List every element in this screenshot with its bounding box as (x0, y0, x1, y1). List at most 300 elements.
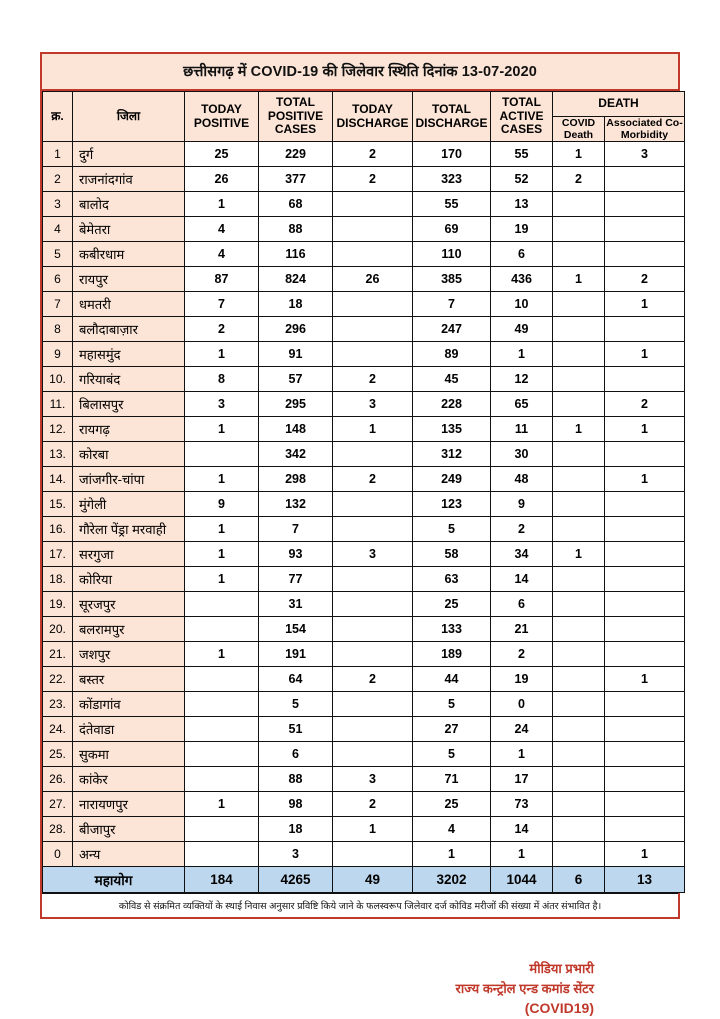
row-today-positive: 1 (185, 342, 259, 367)
header-row-1 (43, 92, 685, 117)
row-total-discharge: 1 (413, 842, 491, 867)
row-serial: 23. (43, 692, 73, 717)
header-sn: क्र. (43, 92, 73, 142)
row-total-discharge: 249 (413, 467, 491, 492)
row-covid-death (553, 592, 605, 617)
row-today-positive: 26 (185, 167, 259, 192)
row-co-morbidity (605, 742, 685, 767)
row-total-discharge: 110 (413, 242, 491, 267)
row-covid-death: 1 (553, 417, 605, 442)
row-total-discharge: 170 (413, 142, 491, 167)
row-total-active: 6 (491, 242, 553, 267)
table-row (43, 667, 685, 692)
row-total-active: 48 (491, 467, 553, 492)
row-co-morbidity (605, 317, 685, 342)
row-today-discharge (333, 442, 413, 467)
row-covid-death (553, 692, 605, 717)
row-covid-death (553, 467, 605, 492)
row-total-positive: 148 (259, 417, 333, 442)
row-total-discharge: 45 (413, 367, 491, 392)
row-district: जशपुर (73, 642, 185, 667)
row-serial: 4 (43, 217, 73, 242)
row-co-morbidity (605, 767, 685, 792)
row-total-positive: 377 (259, 167, 333, 192)
table-row (43, 292, 685, 317)
row-covid-death (553, 642, 605, 667)
row-district: बलौदाबाज़ार (73, 317, 185, 342)
row-co-morbidity: 1 (605, 292, 685, 317)
row-today-positive (185, 817, 259, 842)
row-today-discharge: 1 (333, 417, 413, 442)
row-serial: 8 (43, 317, 73, 342)
row-total-positive: 31 (259, 592, 333, 617)
table-row (43, 717, 685, 742)
row-district: कांकेर (73, 767, 185, 792)
row-serial: 26. (43, 767, 73, 792)
row-district: महासमुंद (73, 342, 185, 367)
row-covid-death (553, 842, 605, 867)
row-total-positive: 51 (259, 717, 333, 742)
row-serial: 14. (43, 467, 73, 492)
row-covid-death: 2 (553, 167, 605, 192)
row-today-positive (185, 767, 259, 792)
row-covid-death (553, 392, 605, 417)
row-total-positive: 77 (259, 567, 333, 592)
row-today-positive: 1 (185, 542, 259, 567)
header-total-positive-cases: TOTAL POSITIVE CASES (259, 92, 333, 142)
table-row (43, 567, 685, 592)
row-covid-death (553, 442, 605, 467)
header-total-discharge: TOTAL DISCHARGE (413, 92, 491, 142)
row-serial: 12. (43, 417, 73, 442)
row-district: राजनांदगांव (73, 167, 185, 192)
signature-line-3: (COVID19) (524, 1000, 594, 1017)
row-co-morbidity (605, 717, 685, 742)
row-total-active: 1 (491, 842, 553, 867)
row-total-discharge: 189 (413, 642, 491, 667)
table-row (43, 742, 685, 767)
row-today-positive (185, 617, 259, 642)
row-total-active: 21 (491, 617, 553, 642)
row-total-positive: 68 (259, 192, 333, 217)
page-title: छत्तीसगढ़ में COVID-19 की जिलेवार स्थिति दिनांक 13-07-2020 (42, 54, 678, 91)
total-today-discharge: 49 (333, 867, 413, 893)
row-today-discharge (333, 617, 413, 642)
header-associated-comorbidity: Associated Co-Morbidity (606, 117, 683, 142)
row-serial: 16. (43, 517, 73, 542)
row-serial: 10. (43, 367, 73, 392)
row-district: नारायणपुर (73, 792, 185, 817)
row-today-positive: 4 (185, 217, 259, 242)
row-district: अन्य (73, 842, 185, 867)
row-co-morbidity (605, 542, 685, 567)
row-total-positive: 132 (259, 492, 333, 517)
row-today-positive: 1 (185, 517, 259, 542)
row-today-discharge (333, 292, 413, 317)
row-co-morbidity: 1 (605, 342, 685, 367)
row-total-active: 12 (491, 367, 553, 392)
table-row (43, 542, 685, 567)
row-covid-death (553, 342, 605, 367)
row-total-discharge: 323 (413, 167, 491, 192)
row-total-active: 24 (491, 717, 553, 742)
row-district: बस्तर (73, 667, 185, 692)
row-covid-death (553, 667, 605, 692)
signature-block (40, 959, 680, 1019)
row-total-discharge: 25 (413, 592, 491, 617)
row-total-positive: 88 (259, 217, 333, 242)
row-today-discharge (333, 217, 413, 242)
row-total-active: 52 (491, 167, 553, 192)
total-total-active: 1044 (491, 867, 553, 893)
table-row (43, 642, 685, 667)
header-covid-death: COVID Death (553, 117, 605, 142)
row-total-active: 11 (491, 417, 553, 442)
table-row (43, 617, 685, 642)
row-covid-death: 1 (553, 142, 605, 167)
row-total-positive: 824 (259, 267, 333, 292)
row-total-active: 14 (491, 567, 553, 592)
row-total-positive: 295 (259, 392, 333, 417)
row-district: बलरामपुर (73, 617, 185, 642)
row-covid-death (553, 617, 605, 642)
row-total-active: 34 (491, 542, 553, 567)
row-today-discharge (333, 342, 413, 367)
row-serial: 18. (43, 567, 73, 592)
row-co-morbidity (605, 617, 685, 642)
table-row (43, 342, 685, 367)
row-total-discharge: 89 (413, 342, 491, 367)
row-co-morbidity (605, 642, 685, 667)
row-today-positive: 1 (185, 417, 259, 442)
row-today-discharge (333, 567, 413, 592)
row-today-positive: 1 (185, 467, 259, 492)
row-today-discharge: 3 (333, 542, 413, 567)
row-serial: 5 (43, 242, 73, 267)
row-today-positive: 9 (185, 492, 259, 517)
row-total-active: 2 (491, 517, 553, 542)
table-body (43, 142, 685, 893)
row-covid-death (553, 517, 605, 542)
row-today-positive (185, 742, 259, 767)
row-district: दुर्ग (73, 142, 185, 167)
row-co-morbidity (605, 367, 685, 392)
row-serial: 11. (43, 392, 73, 417)
row-co-morbidity (605, 817, 685, 842)
row-today-positive (185, 592, 259, 617)
row-serial: 6 (43, 267, 73, 292)
row-today-discharge: 3 (333, 392, 413, 417)
row-today-positive: 7 (185, 292, 259, 317)
row-total-active: 55 (491, 142, 553, 167)
row-total-discharge: 135 (413, 417, 491, 442)
row-total-discharge: 312 (413, 442, 491, 467)
row-serial: 22. (43, 667, 73, 692)
row-total-discharge: 123 (413, 492, 491, 517)
row-co-morbidity (605, 567, 685, 592)
row-covid-death (553, 217, 605, 242)
row-serial: 1 (43, 142, 73, 167)
row-serial: 9 (43, 342, 73, 367)
row-today-positive: 4 (185, 242, 259, 267)
row-district: कोंडागांव (73, 692, 185, 717)
row-today-discharge (333, 242, 413, 267)
row-co-morbidity: 1 (605, 467, 685, 492)
row-total-discharge: 385 (413, 267, 491, 292)
row-serial: 24. (43, 717, 73, 742)
row-total-discharge: 5 (413, 742, 491, 767)
row-covid-death (553, 292, 605, 317)
row-total-discharge: 133 (413, 617, 491, 642)
row-total-positive: 88 (259, 767, 333, 792)
row-district: रायगढ़ (73, 417, 185, 442)
row-district: गौरेला पेंड्रा मरवाही (73, 517, 185, 542)
table-row (43, 492, 685, 517)
row-today-positive: 1 (185, 792, 259, 817)
row-total-positive: 298 (259, 467, 333, 492)
row-co-morbidity: 1 (605, 842, 685, 867)
row-district: धमतरी (73, 292, 185, 317)
row-total-active: 10 (491, 292, 553, 317)
table-row (43, 817, 685, 842)
row-total-active: 6 (491, 592, 553, 617)
row-today-discharge (333, 317, 413, 342)
row-today-discharge (333, 717, 413, 742)
row-today-positive: 87 (185, 267, 259, 292)
row-co-morbidity (605, 792, 685, 817)
row-today-discharge (333, 742, 413, 767)
table-row (43, 392, 685, 417)
table-row (43, 442, 685, 467)
header-today-discharge: TODAY DISCHARGE (333, 92, 413, 142)
row-today-discharge: 2 (333, 667, 413, 692)
total-today-positive: 184 (185, 867, 259, 893)
row-total-positive: 64 (259, 667, 333, 692)
row-today-positive: 25 (185, 142, 259, 167)
row-district: कोरिया (73, 567, 185, 592)
row-total-active: 1 (491, 342, 553, 367)
row-district: जांजगीर-चांपा (73, 467, 185, 492)
table-row (43, 692, 685, 717)
row-today-discharge (333, 517, 413, 542)
row-district: गरियाबंद (73, 367, 185, 392)
row-today-positive: 3 (185, 392, 259, 417)
row-today-positive (185, 842, 259, 867)
table-row (43, 167, 685, 192)
row-total-positive: 154 (259, 617, 333, 642)
row-co-morbidity (605, 217, 685, 242)
row-today-discharge: 1 (333, 817, 413, 842)
row-serial: 13. (43, 442, 73, 467)
row-today-positive: 1 (185, 642, 259, 667)
row-serial: 28. (43, 817, 73, 842)
row-total-positive: 296 (259, 317, 333, 342)
row-co-morbidity: 1 (605, 417, 685, 442)
row-co-morbidity (605, 442, 685, 467)
row-today-positive: 1 (185, 567, 259, 592)
row-today-positive (185, 692, 259, 717)
row-total-active: 2 (491, 642, 553, 667)
row-district: बीजापुर (73, 817, 185, 842)
row-total-positive: 93 (259, 542, 333, 567)
row-covid-death (553, 792, 605, 817)
row-today-discharge (333, 192, 413, 217)
row-total-active: 17 (491, 767, 553, 792)
row-today-positive: 1 (185, 192, 259, 217)
row-today-discharge (333, 692, 413, 717)
row-covid-death (553, 742, 605, 767)
table-row (43, 142, 685, 167)
header-death-group: DEATH (553, 92, 685, 117)
row-today-discharge: 2 (333, 167, 413, 192)
row-today-discharge: 2 (333, 467, 413, 492)
row-serial: 17. (43, 542, 73, 567)
table-row (43, 217, 685, 242)
row-total-positive: 18 (259, 817, 333, 842)
row-district: कबीरधाम (73, 242, 185, 267)
row-serial: 27. (43, 792, 73, 817)
row-serial: 25. (43, 742, 73, 767)
row-total-discharge: 27 (413, 717, 491, 742)
table-row (43, 267, 685, 292)
row-total-active: 0 (491, 692, 553, 717)
row-total-discharge: 44 (413, 667, 491, 692)
row-today-discharge (333, 842, 413, 867)
row-total-positive: 191 (259, 642, 333, 667)
row-total-active: 13 (491, 192, 553, 217)
table-row (43, 192, 685, 217)
row-serial: 15. (43, 492, 73, 517)
row-total-discharge: 25 (413, 792, 491, 817)
total-row (43, 867, 685, 893)
total-total-positive: 4265 (259, 867, 333, 893)
row-covid-death (553, 767, 605, 792)
row-serial: 20. (43, 617, 73, 642)
row-today-discharge: 2 (333, 367, 413, 392)
row-total-positive: 342 (259, 442, 333, 467)
row-total-positive: 116 (259, 242, 333, 267)
row-today-discharge (333, 492, 413, 517)
table-row (43, 367, 685, 392)
covid-district-table (42, 91, 685, 893)
row-covid-death (553, 317, 605, 342)
row-today-discharge: 2 (333, 142, 413, 167)
row-total-discharge: 228 (413, 392, 491, 417)
header-today-positive: TODAY POSITIVE (185, 92, 259, 142)
row-today-discharge: 2 (333, 792, 413, 817)
row-district: सरगुजा (73, 542, 185, 567)
table-row (43, 417, 685, 442)
row-covid-death (553, 567, 605, 592)
row-covid-death: 1 (553, 542, 605, 567)
row-covid-death (553, 192, 605, 217)
table-row (43, 467, 685, 492)
row-covid-death (553, 367, 605, 392)
row-total-positive: 5 (259, 692, 333, 717)
row-total-active: 9 (491, 492, 553, 517)
total-covid-death: 6 (553, 867, 605, 893)
row-co-morbidity (605, 167, 685, 192)
row-total-positive: 7 (259, 517, 333, 542)
row-total-active: 1 (491, 742, 553, 767)
row-district: रायपुर (73, 267, 185, 292)
row-today-positive (185, 442, 259, 467)
row-today-discharge: 26 (333, 267, 413, 292)
row-today-positive: 2 (185, 317, 259, 342)
row-covid-death (553, 242, 605, 267)
row-covid-death (553, 717, 605, 742)
row-total-discharge: 71 (413, 767, 491, 792)
row-total-discharge: 247 (413, 317, 491, 342)
header-total-active-cases: TOTAL ACTIVE CASES (491, 92, 553, 142)
row-total-discharge: 55 (413, 192, 491, 217)
row-total-discharge: 4 (413, 817, 491, 842)
total-co-morbidity: 13 (605, 867, 685, 893)
table-row (43, 517, 685, 542)
row-total-discharge: 5 (413, 517, 491, 542)
row-co-morbidity (605, 192, 685, 217)
row-co-morbidity: 2 (605, 267, 685, 292)
row-total-active: 19 (491, 667, 553, 692)
row-total-discharge: 63 (413, 567, 491, 592)
row-covid-death (553, 817, 605, 842)
row-total-discharge: 58 (413, 542, 491, 567)
row-district: सूरजपुर (73, 592, 185, 617)
row-today-discharge: 3 (333, 767, 413, 792)
row-total-discharge: 7 (413, 292, 491, 317)
row-district: बिलासपुर (73, 392, 185, 417)
row-covid-death (553, 492, 605, 517)
row-total-active: 30 (491, 442, 553, 467)
row-today-positive (185, 667, 259, 692)
row-covid-death: 1 (553, 267, 605, 292)
row-serial: 19. (43, 592, 73, 617)
header-district: जिला (73, 92, 185, 142)
row-co-morbidity: 2 (605, 392, 685, 417)
row-total-positive: 91 (259, 342, 333, 367)
table-row (43, 317, 685, 342)
row-total-active: 73 (491, 792, 553, 817)
row-today-positive: 8 (185, 367, 259, 392)
row-co-morbidity (605, 592, 685, 617)
row-co-morbidity (605, 242, 685, 267)
table-row (43, 842, 685, 867)
row-total-positive: 18 (259, 292, 333, 317)
row-today-positive (185, 717, 259, 742)
row-serial: 0 (43, 842, 73, 867)
signature-line-1: मीडिया प्रभारी (529, 961, 594, 977)
table-row (43, 767, 685, 792)
row-today-discharge (333, 592, 413, 617)
total-label: महायोग (43, 867, 185, 893)
row-total-discharge: 5 (413, 692, 491, 717)
row-district: दंतेवाडा (73, 717, 185, 742)
row-serial: 21. (43, 642, 73, 667)
footnote: कोविड से संक्रमित व्यक्तियों के स्थाई निवास अनुसार प्रविष्टि किये जाने के फलस्वरूप जिलेवार दर्ज कोविड मरीजों की संख्या में अंतर संभावित है। (42, 893, 678, 917)
table-row (43, 242, 685, 267)
row-co-morbidity: 1 (605, 667, 685, 692)
row-total-positive: 98 (259, 792, 333, 817)
row-district: मुंगेली (73, 492, 185, 517)
row-total-positive: 6 (259, 742, 333, 767)
row-total-positive: 57 (259, 367, 333, 392)
row-serial: 2 (43, 167, 73, 192)
row-today-discharge (333, 642, 413, 667)
total-total-discharge: 3202 (413, 867, 491, 893)
row-co-morbidity (605, 517, 685, 542)
row-district: बालोद (73, 192, 185, 217)
row-total-active: 14 (491, 817, 553, 842)
